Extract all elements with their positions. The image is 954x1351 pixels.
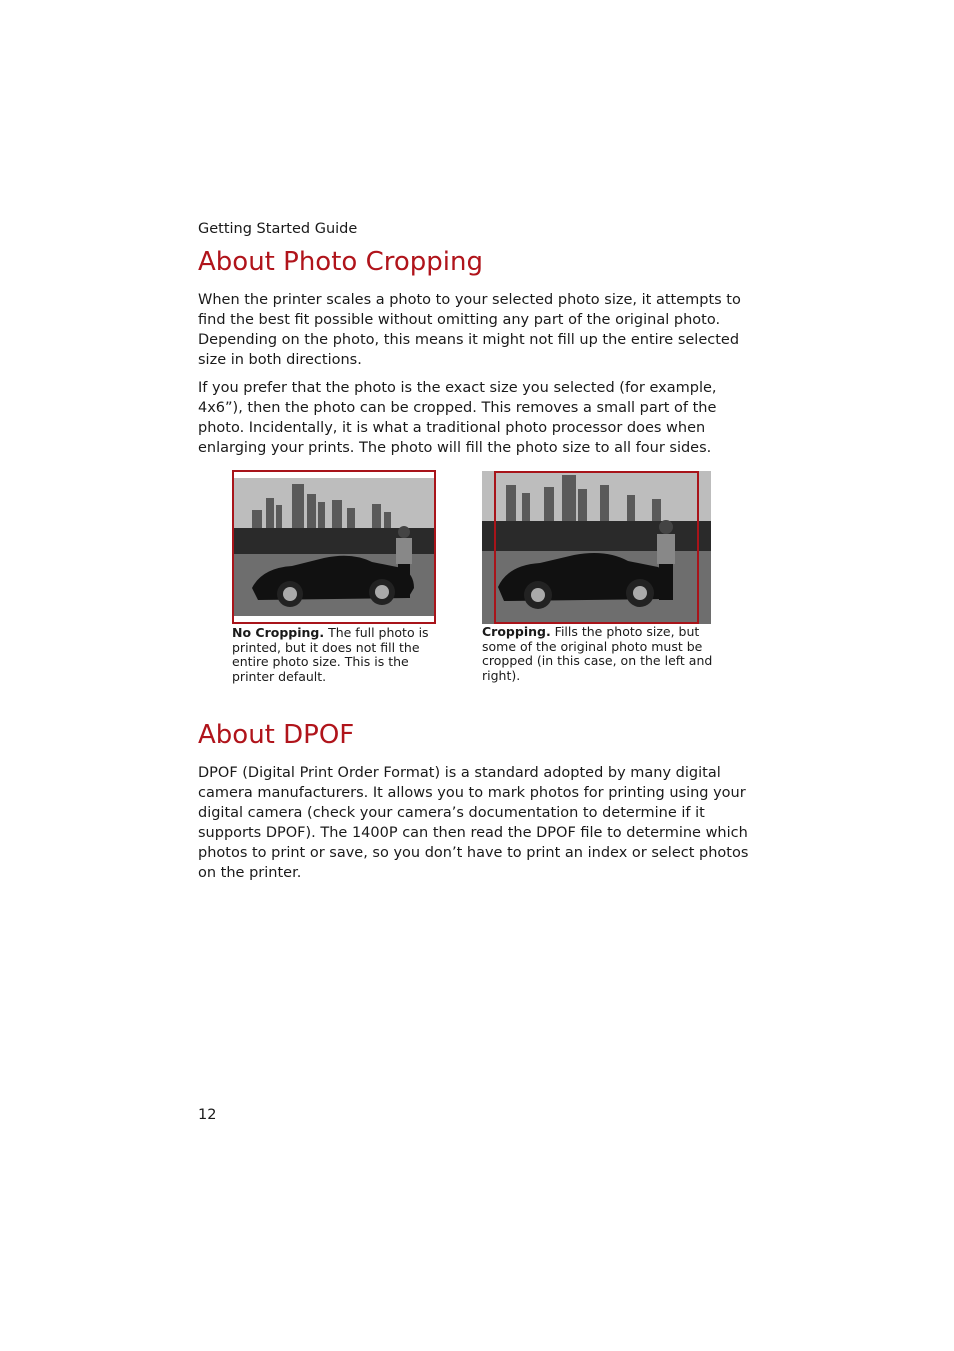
section-title-dpof: About DPOF <box>198 720 355 750</box>
page-number: 12 <box>198 1107 217 1123</box>
crop-frame <box>232 470 436 624</box>
caption-no-cropping <box>232 626 432 684</box>
caption-lead: Cropping. <box>482 624 551 639</box>
caption-text: Fills the photo size, but some of the original photo must be cropped (in this case, on the left and right). <box>482 624 713 683</box>
cropping-paragraph-1: When the printer scales a photo to your selected photo size, it attempts to find the best fit possible without omitting any part of the original photo. Depending on the photo, this means it might not fill up the entire selected size in both directions. <box>198 292 741 368</box>
section-title-photo-cropping: About Photo Cropping <box>198 247 483 277</box>
caption-cropping <box>482 625 714 683</box>
figure-cropping <box>482 471 711 624</box>
caption-lead: No Cropping. <box>232 625 325 640</box>
running-header: Getting Started Guide <box>198 221 358 237</box>
dpof-paragraph: DPOF (Digital Print Order Format) is a standard adopted by many digital camera manufacturers. It allows you to mark photos for printing using your digital camera (check your camera’s documentation to determine if it supports DPOF). The 1400P can then read the DPOF file to determine which photos to print or save, so you don’t have to print an index or select photos on the printer. <box>198 765 749 881</box>
figure-no-cropping <box>232 470 436 624</box>
cropping-paragraph-2: If you prefer that the photo is the exact size you selected (for example, 4x6”), then the photo can be cropped. This removes a small part of the photo. Incidentally, it is what a traditional photo processor does when enlarging your prints. The photo will fill the photo size to all four sides. <box>198 380 717 456</box>
caption-text: The full photo is printed, but it does not fill the entire photo size. This is the printer default. <box>232 625 429 684</box>
crop-frame <box>494 471 699 624</box>
